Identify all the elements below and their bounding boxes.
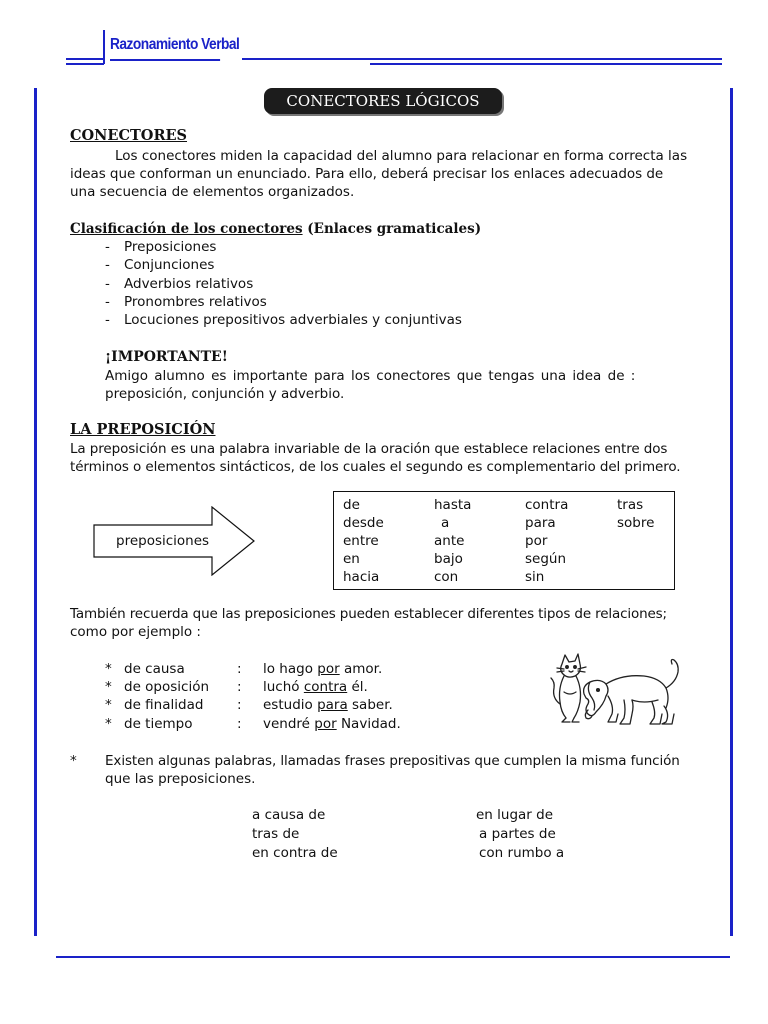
importante-line-2: preposición, conjunción y adverbio. [105, 386, 345, 402]
left-margin-rule [34, 88, 37, 936]
subject-title: Razonamiento Verbal [110, 33, 220, 61]
frase-right: a partes de [479, 826, 556, 842]
frases-line-1: Existen algunas palabras, llamadas frases prepositivas que cumplen la misma función [105, 753, 680, 769]
header-bracket [103, 30, 105, 64]
example-after: él. [347, 679, 368, 695]
relation-type: de oposición [124, 679, 210, 695]
table-cell: bajo [434, 551, 463, 567]
table-cell: tras [617, 497, 644, 513]
header-rule-right2 [370, 63, 722, 65]
example-before: luchó [263, 679, 304, 695]
example-before: estudio [263, 697, 318, 713]
clasificacion-heading [70, 220, 481, 238]
list-item: - Conjunciones [105, 256, 462, 274]
table-cell: entre [343, 533, 379, 549]
relation-example [263, 696, 393, 714]
table-cell: sin [525, 569, 545, 585]
relation-example [263, 715, 401, 733]
relation-sep: : [237, 661, 242, 677]
clasificacion-heading-main: Clasificación de los conectores [70, 221, 303, 237]
right-margin-rule [730, 88, 733, 936]
frase-left: en contra de [252, 845, 338, 861]
header-rule-right [242, 58, 722, 60]
relation-sep: : [237, 697, 242, 713]
table-cell: hacia [343, 569, 380, 585]
footer-rule [56, 956, 730, 958]
relation-type: de causa [124, 661, 185, 677]
example-after: saber. [347, 697, 393, 713]
preposicion-line-1: La preposición es una palabra invariable de la oración que establece relaciones entre dos [70, 441, 668, 457]
conectores-line-3: una secuencia de elementos organizados. [70, 184, 355, 200]
example-prep: contra [303, 679, 348, 695]
table-cell: por [525, 533, 548, 549]
prepositions-table [333, 491, 675, 590]
table-cell: contra [525, 497, 569, 513]
example-before: vendré [263, 716, 315, 732]
header-rule-top [66, 58, 104, 60]
table-cell: para [525, 515, 556, 531]
conectores-line-2: ideas que conforman un enunciado. Para ello, deberá precisar los enlaces adecuados de [70, 166, 664, 182]
relation-sep: : [237, 679, 242, 695]
relation-bullet: * [105, 679, 112, 695]
example-prep: por [317, 661, 340, 677]
table-cell: ante [434, 533, 465, 549]
arrow-label: preposiciones [116, 533, 210, 549]
example-before: lo hago [263, 661, 318, 677]
relaciones-intro-1: También recuerda que las preposiciones pueden establecer diferentes tipos de relaciones; [70, 606, 667, 622]
importante-line-1: Amigo alumno es importante para los conectores que tengas una idea de : [105, 368, 636, 384]
conectores-heading: CONECTORES [70, 127, 188, 144]
clasificacion-list [105, 238, 462, 329]
clasificacion-heading-rest: (Enlaces gramaticales) [307, 221, 482, 237]
example-after: amor. [339, 661, 383, 677]
example-prep: para [317, 697, 348, 713]
table-cell: sobre [617, 515, 655, 531]
table-cell: hasta [434, 497, 472, 513]
frase-right: en lugar de [476, 807, 554, 823]
table-cell: en [343, 551, 360, 567]
table-cell: desde [343, 515, 384, 531]
relaciones-intro-2: como por ejemplo : [70, 624, 201, 640]
list-item: - Pronombres relativos [105, 293, 462, 311]
cat-dog-illustration [548, 652, 688, 732]
table-cell: según [525, 551, 567, 567]
relation-bullet: * [105, 697, 112, 713]
table-cell: a [441, 515, 450, 531]
relation-bullet: * [105, 661, 112, 677]
frases-line-2: que las preposiciones. [105, 771, 256, 787]
example-after: Navidad. [336, 716, 401, 732]
relation-bullet: * [105, 716, 112, 732]
relation-example [263, 660, 382, 678]
preposicion-line-2: términos o elementos sintácticos, de los cuales el segundo es complementario del primero. [70, 459, 681, 475]
frase-left: tras de [252, 826, 300, 842]
page-title: CONECTORES LÓGICOS [264, 88, 502, 114]
table-cell: de [343, 497, 360, 513]
relation-type: de finalidad [124, 697, 204, 713]
conectores-line-1: Los conectores miden la capacidad del alumno para relacionar en forma correcta las [115, 148, 688, 164]
preposicion-heading: LA PREPOSICIÓN [70, 421, 216, 438]
relation-example [263, 678, 368, 696]
table-cell: con [434, 569, 459, 585]
example-prep: por [314, 716, 337, 732]
list-item: - Locuciones prepositivos adverbiales y conjuntivas [105, 311, 462, 329]
relation-type: de tiempo [124, 716, 193, 732]
header-rule-top2 [66, 63, 104, 65]
frase-right: con rumbo a [479, 845, 565, 861]
frases-bullet: * [70, 753, 77, 769]
relation-sep: : [237, 716, 242, 732]
list-item: - Preposiciones [105, 238, 462, 256]
importante-heading: ¡IMPORTANTE! [105, 349, 228, 365]
frase-left: a causa de [252, 807, 326, 823]
list-item: - Adverbios relativos [105, 275, 462, 293]
